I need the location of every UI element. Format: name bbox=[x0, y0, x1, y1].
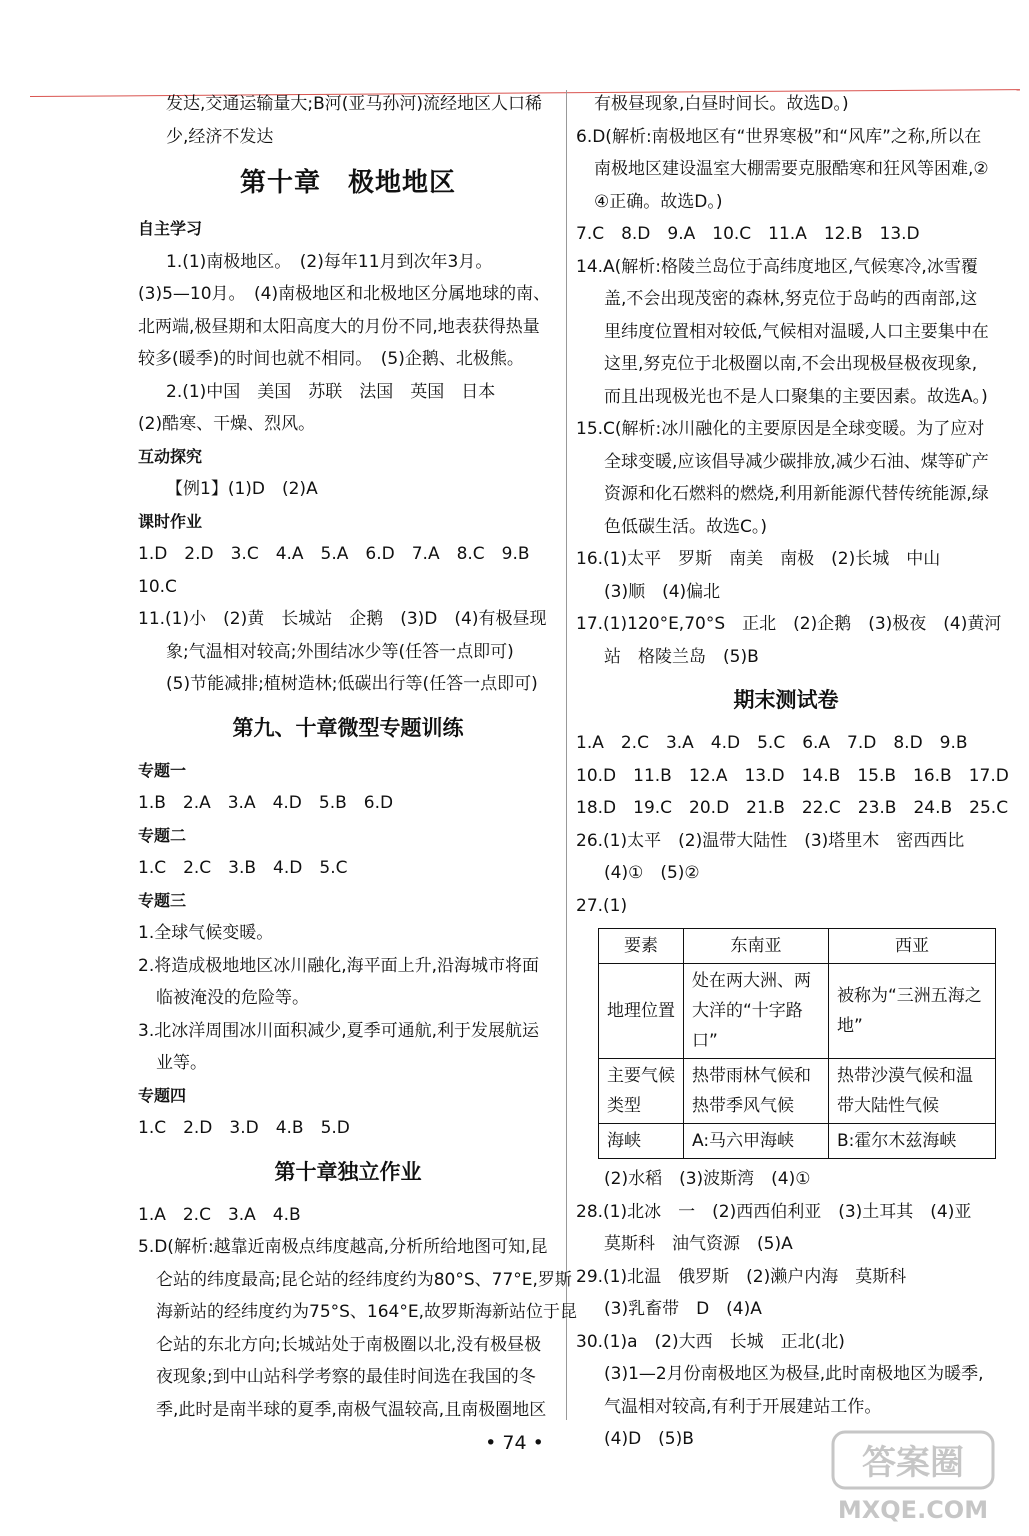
section-heading: 专题一 bbox=[138, 760, 187, 780]
text-line: 象;气温相对较高;外围结冰少等(任答一点即可) bbox=[166, 641, 514, 662]
text-line: 而且出现极光也不是人口聚集的主要因素。故选A。) bbox=[604, 386, 988, 407]
text-line: 资源和化石燃料的燃烧,利用新能源代替传统能源,绿 bbox=[604, 484, 989, 504]
text-line: 27.(1) bbox=[576, 895, 628, 916]
section-heading: 专题三 bbox=[138, 890, 187, 910]
section-title: 期末测试卷 bbox=[733, 688, 839, 712]
table-cell: 热带雨林气候和热带季风气候 bbox=[684, 1059, 829, 1124]
text-line: 28.(1)北冰 一 (2)西西伯利亚 (3)土耳其 (4)亚 bbox=[576, 1201, 972, 1222]
text-line: (2)水稻 (3)波斯湾 (4)① bbox=[604, 1169, 811, 1189]
table-cell: 被称为“三洲五海之地” bbox=[829, 964, 996, 1059]
chapter-title: 第十章 极地地区 bbox=[239, 168, 456, 198]
page-number: • 74 • bbox=[485, 1432, 544, 1454]
text-line: 里纬度位置相对较低,气候相对温暖,人口主要集中在 bbox=[604, 321, 989, 342]
watermark-logo-icon bbox=[829, 1426, 999, 1526]
text-line: 10.C bbox=[138, 576, 177, 597]
text-line: 【例1】(1)D (2)A bbox=[166, 479, 318, 499]
text-line: 1.C 2.D 3.D 4.B 5.D bbox=[138, 1118, 350, 1138]
text-line: 北两端,极昼期和太阳高度大的月份不同,地表获得热量 bbox=[138, 316, 540, 337]
section-heading: 互动探究 bbox=[138, 446, 203, 466]
table-row bbox=[599, 1059, 996, 1124]
text-line: 7.C 8.D 9.A 10.C 11.A 12.B 13.D bbox=[576, 224, 920, 244]
table-cell: 处在两大洲、两大洋的“十字路口” bbox=[684, 964, 829, 1059]
text-line: 业等。 bbox=[156, 1053, 207, 1073]
text-line: 14.A(解析:格陵兰岛位于高纬度地区,气候寒冷,冰雪覆 bbox=[576, 256, 978, 277]
text-line: 29.(1)北温 俄罗斯 (2)濑户内海 莫斯科 bbox=[576, 1266, 907, 1287]
column-divider bbox=[566, 90, 567, 1420]
table-cell: 热带沙漠气候和温带大陆性气候 bbox=[829, 1059, 996, 1124]
text-line: (3)1—2月份南极地区为极昼,此时南极地区为暖季, bbox=[604, 1364, 984, 1384]
text-line: 仑站的东北方向;长城站处于南极圈以北,没有极昼极 bbox=[156, 1334, 542, 1355]
table-header-row bbox=[599, 929, 996, 964]
watermark-line2: MXQE.COM bbox=[837, 1496, 989, 1524]
table-header-cell: 西亚 bbox=[829, 929, 996, 964]
text-line: (4)D (5)B bbox=[604, 1429, 694, 1449]
text-line: 较多(暖季)的时间也就不相同。 (5)企鹅、北极熊。 bbox=[138, 349, 524, 369]
section-title: 第九、十章微型专题训练 bbox=[232, 715, 464, 740]
text-line: 季,此时是南半球的夏季,南极气温较高,且南极圈地区 bbox=[156, 1399, 547, 1420]
section-heading: 自主学习 bbox=[138, 219, 203, 238]
text-line: 南极地区建设温室大棚需要克服酷寒和狂风等困难,② bbox=[594, 159, 989, 179]
table-header-cell: 要素 bbox=[599, 929, 684, 964]
text-line: 30.(1)a (2)大西 长城 正北(北) bbox=[576, 1331, 845, 1352]
text-line: 11.(1)小 (2)黄 长城站 企鹅 (3)D (4)有极昼现 bbox=[138, 609, 547, 629]
text-line: 1.C 2.C 3.B 4.D 5.C bbox=[138, 858, 348, 878]
table-cell: A:马六甲海峡 bbox=[684, 1124, 829, 1159]
text-line: (2)酷寒、干燥、烈风。 bbox=[138, 414, 316, 434]
text-line: (4)① (5)② bbox=[604, 863, 700, 883]
table-cell: 海峡 bbox=[599, 1124, 684, 1159]
text-line: 发达,交通运输量大;B河(亚马孙河)流经地区人口稀 bbox=[166, 94, 543, 114]
text-line: 26.(1)太平 (2)温带大陆性 (3)塔里木 密西西比 bbox=[576, 830, 965, 851]
table-cell: B:霍尔木兹海峡 bbox=[829, 1124, 996, 1159]
text-line: 5.D(解析:越靠近南极点纬度越高,分析所给地图可知,昆 bbox=[138, 1237, 548, 1257]
text-line: 这里,努克位于北极圈以南,不会出现极昼极夜现象, bbox=[604, 354, 978, 374]
text-line: 1.全球气候变暖。 bbox=[138, 923, 274, 943]
table-cell: 主要气候类型 bbox=[599, 1059, 684, 1124]
comparison-table bbox=[598, 928, 996, 1159]
watermark-line1: 答案圈 bbox=[862, 1443, 964, 1483]
text-line: (3)顺 (4)偏北 bbox=[604, 581, 721, 602]
text-line: 少,经济不发达 bbox=[166, 126, 274, 147]
text-line: 3.北冰洋周围冰川面积减少,夏季可通航,利于发展航运 bbox=[138, 1020, 540, 1041]
text-line: 2.将造成极地地区冰川融化,海平面上升,沿海城市将面 bbox=[138, 955, 540, 976]
text-line: 1.A 2.C 3.A 4.D 5.C 6.A 7.D 8.D 9.B bbox=[576, 733, 968, 753]
text-line: 1.A 2.C 3.A 4.B bbox=[138, 1204, 301, 1225]
table-row bbox=[599, 1124, 996, 1159]
table-cell: 地理位置 bbox=[599, 964, 684, 1059]
right-column bbox=[576, 88, 1009, 1456]
text-line: 10.D 11.B 12.A 13.D 14.B 15.B 16.B 17.D bbox=[576, 765, 1009, 786]
section-heading: 专题四 bbox=[138, 1085, 187, 1105]
text-line: 临被淹没的危险等。 bbox=[156, 988, 309, 1008]
text-line: 1.B 2.A 3.A 4.D 5.B 6.D bbox=[138, 793, 394, 813]
text-line: (3)乳畜带 D (4)A bbox=[604, 1299, 762, 1319]
text-line: 2.(1)中国 美国 苏联 法国 英国 日本 bbox=[166, 381, 496, 402]
text-line: 1.D 2.D 3.C 4.A 5.A 6.D 7.A 8.C 9.B bbox=[138, 544, 530, 564]
text-line: 18.D 19.C 20.D 21.B 22.C 23.B 24.B 25.C bbox=[576, 798, 1009, 818]
text-line: 站 格陵兰岛 (5)B bbox=[604, 646, 759, 667]
text-line: 有极昼现象,白昼时间长。故选D。) bbox=[594, 94, 849, 114]
text-line: 17.(1)120°E,70°S 正北 (2)企鹅 (3)极夜 (4)黄河 bbox=[576, 614, 1002, 634]
text-line: 莫斯科 油气资源 (5)A bbox=[604, 1234, 793, 1254]
text-line: 6.D(解析:南极地区有“世界寒极”和“风库”之称,所以在 bbox=[576, 126, 982, 147]
text-line: 色低碳生活。故选C。) bbox=[604, 516, 768, 537]
text-line: 夜现象;到中山站科学考察的最佳时间选在我国的冬 bbox=[156, 1367, 536, 1387]
text-line: 1.(1)南极地区。 (2)每年11月到次年3月。 bbox=[166, 251, 493, 272]
section-heading: 课时作业 bbox=[138, 511, 203, 531]
left-column bbox=[138, 88, 578, 1426]
text-line: 全球变暖,应该倡导减少碳排放,减少石油、煤等矿产 bbox=[604, 451, 989, 472]
section-heading: 专题二 bbox=[138, 825, 187, 845]
text-line: 15.C(解析:冰川融化的主要原因是全球变暖。为了应对 bbox=[576, 419, 985, 439]
text-line: 盖,不会出现茂密的森林,努克位于岛屿的西南部,这 bbox=[604, 289, 978, 309]
text-line: 16.(1)太平 罗斯 南美 南极 (2)长城 中山 bbox=[576, 549, 941, 569]
text-line: 仑站的纬度最高;昆仑站的经纬度约为80°S、77°E,罗斯 bbox=[156, 1269, 572, 1290]
text-line: (3)5—10月。 (4)南极地区和北极地区分属地球的南、 bbox=[138, 284, 551, 304]
text-line: (5)节能减排;植树造林;低碳出行等(任答一点即可) bbox=[166, 674, 538, 694]
text-line: 海新站的经纬度约为75°S、164°E,故罗斯海新站位于昆 bbox=[156, 1302, 578, 1322]
table-row bbox=[599, 964, 996, 1059]
section-title: 第十章独立作业 bbox=[274, 1159, 422, 1184]
text-line: 气温相对较高,有利于开展建站工作。 bbox=[604, 1396, 882, 1417]
text-line: ④正确。故选D。) bbox=[594, 191, 723, 212]
table-header-cell: 东南亚 bbox=[684, 929, 829, 964]
